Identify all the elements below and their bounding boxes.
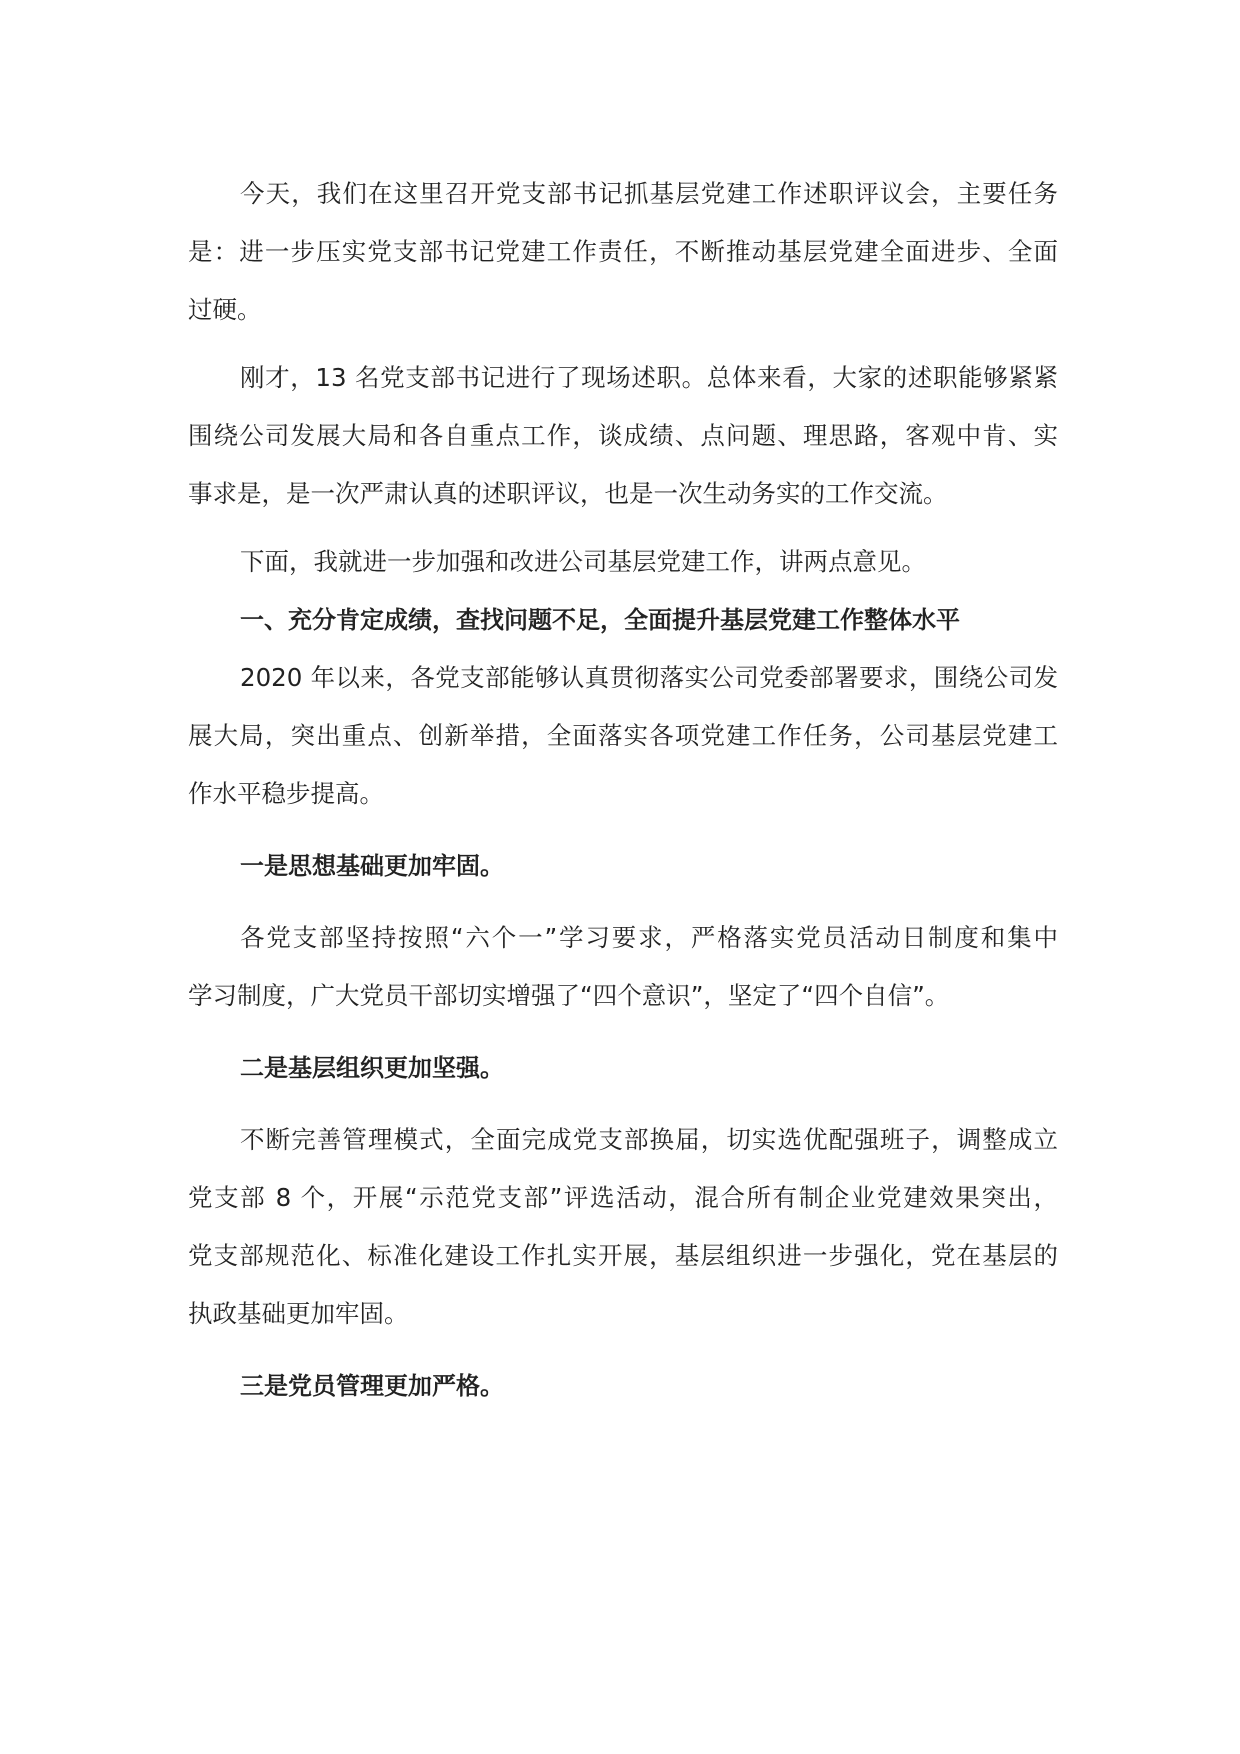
paragraph-achievements-line-3: 作水平稳步提高。 [188,779,384,808]
section-heading-1: 一、充分肯定成绩，查找问题不足，全面提升基层党建工作整体水平 [240,606,960,634]
paragraph-reports-line-1: 刚才，13 名党支部书记进行了现场述职。总体来看，大家的述职能够紧紧 [240,363,1058,392]
paragraph-achievements-line-1: 2020 年以来，各党支部能够认真贯彻落实公司党委部署要求，围绕公司发 [240,663,1058,692]
paragraph-organization-line-2: 党支部 8 个，开展“示范党支部”评选活动，混合所有制企业党建效果突出， [188,1183,1058,1212]
subheading-ideology: 一是思想基础更加牢固。 [240,852,504,880]
paragraph-achievements-line-2: 展大局，突出重点、创新举措，全面落实各项党建工作任务，公司基层党建工 [188,721,1058,750]
paragraph-organization-line-1: 不断完善管理模式，全面完成党支部换届，切实选优配强班子，调整成立 [240,1125,1058,1154]
paragraph-opening-line-3: 过硬。 [188,295,262,324]
paragraph-ideology-line-2: 学习制度，广大党员干部切实增强了“四个意识”，坚定了“四个自信”。 [188,981,950,1010]
subheading-organization: 二是基层组织更加坚强。 [240,1054,504,1082]
paragraph-organization-line-3: 党支部规范化、标准化建设工作扎实开展，基层组织进一步强化，党在基层的 [188,1241,1058,1270]
paragraph-ideology-line-1: 各党支部坚持按照“六个一”学习要求，严格落实党员活动日制度和集中 [240,923,1058,952]
subheading-membership: 三是党员管理更加严格。 [240,1372,504,1400]
paragraph-organization-line-4: 执政基础更加牢固。 [188,1299,409,1328]
paragraph-opening-line-2: 是：进一步压实党支部书记党建工作责任，不断推动基层党建全面进步、全面 [188,237,1058,266]
paragraph-opening-line-1: 今天，我们在这里召开党支部书记抓基层党建工作述职评议会，主要任务 [240,179,1058,208]
paragraph-reports-line-3: 事求是，是一次严肃认真的述职评议，也是一次生动务实的工作交流。 [188,479,948,508]
paragraph-intro-line-1: 下面，我就进一步加强和改进公司基层党建工作，讲两点意见。 [240,547,926,576]
paragraph-reports-line-2: 围绕公司发展大局和各自重点工作，谈成绩、点问题、理思路，客观中肯、实 [188,421,1058,450]
